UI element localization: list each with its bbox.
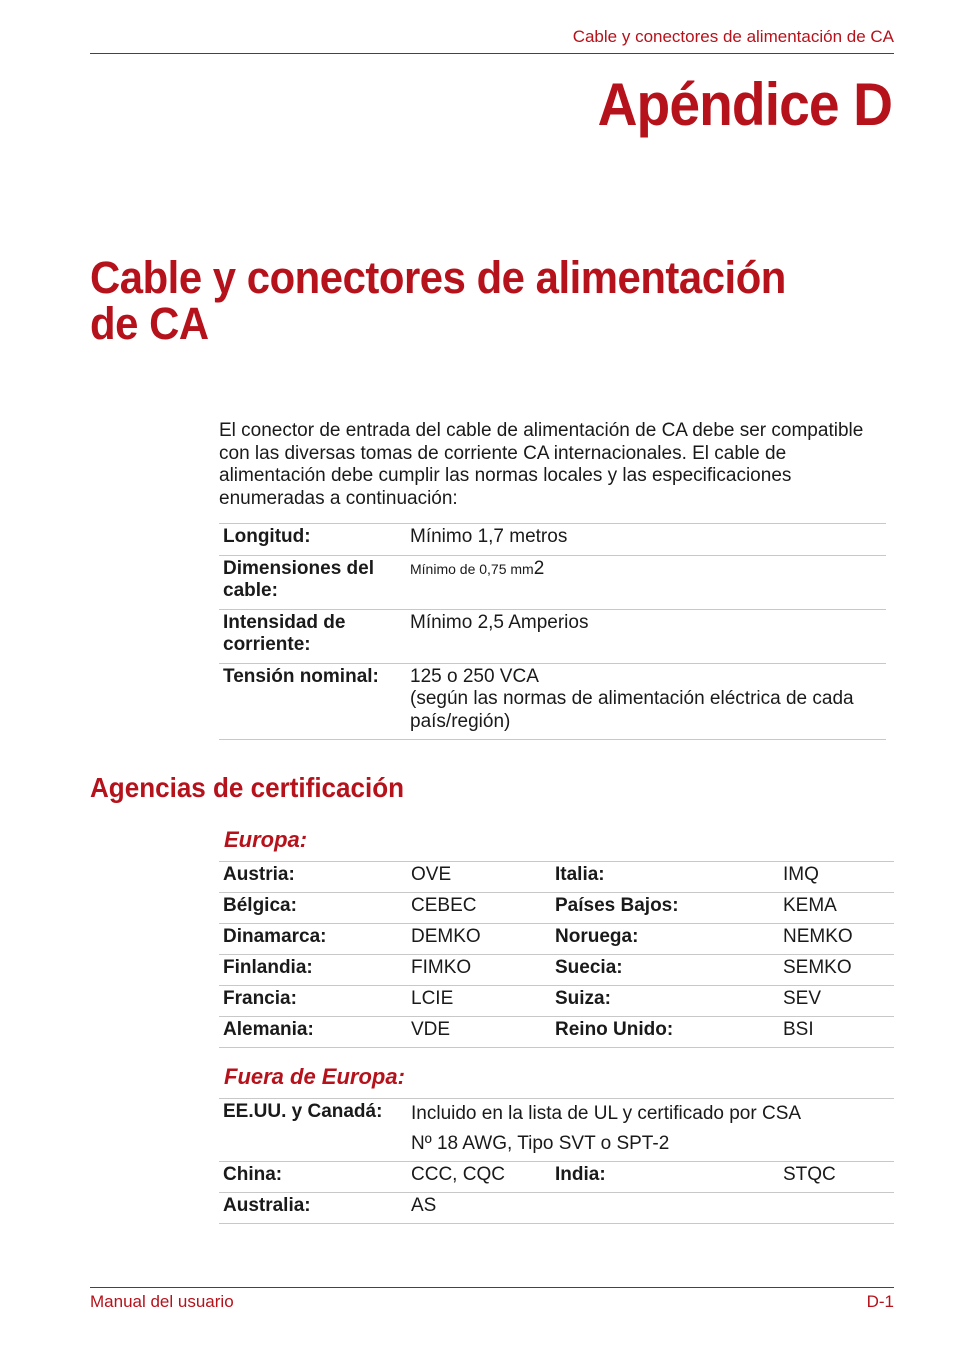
spec-value: Mínimo 1,7 metros (406, 524, 886, 556)
table-row (219, 555, 886, 609)
spec-label: Longitud: (219, 524, 406, 556)
country-label: China: (219, 1162, 407, 1193)
chapter-title: Cable y conectores de alimentación de CA (90, 252, 786, 349)
table-row (219, 924, 894, 955)
table-row (219, 1193, 894, 1224)
agency-value: LCIE (407, 986, 551, 1017)
country-label: Países Bajos: (551, 893, 779, 924)
header-rule (90, 53, 894, 54)
agency-value: FIMKO (407, 955, 551, 986)
europe-subtitle: Europa: (224, 827, 308, 852)
outside-europe-table (219, 1098, 894, 1224)
country-label: Noruega: (551, 924, 779, 955)
agency-value: CEBEC (407, 893, 551, 924)
agency-value: VDE (407, 1017, 551, 1048)
table-row (219, 609, 886, 663)
empty-cell (551, 1193, 779, 1224)
agency-value: BSI (779, 1017, 894, 1048)
table-row (219, 1162, 894, 1193)
country-label: Australia: (219, 1193, 407, 1224)
spec-value-line: (según las normas de alimentación eléctrica de cada país/región) (410, 688, 854, 732)
spec-label: Dimensiones del cable: (219, 555, 406, 609)
country-label: Italia: (551, 862, 779, 893)
agency-value-line: Nº 18 AWG, Tipo SVT o SPT-2 (411, 1133, 670, 1154)
agency-value: AS (407, 1193, 551, 1224)
table-row (219, 893, 894, 924)
country-label: Bélgica: (219, 893, 407, 924)
agency-value-line: Incluido en la lista de UL y certificado por CSA (411, 1103, 802, 1124)
spec-label: Tensión nominal: (219, 663, 406, 740)
spec-value: Mínimo 2,5 Amperios (406, 609, 886, 663)
running-header: Cable y conectores de alimentación de CA (572, 27, 894, 46)
country-label: India: (551, 1162, 779, 1193)
spec-value-line: 125 o 250 VCA (410, 665, 539, 687)
country-label: Finlandia: (219, 955, 407, 986)
spec-value-text: Mínimo de 0,75 mm (410, 560, 534, 577)
appendix-title: Apéndice D (597, 71, 892, 138)
agency-value: STQC (779, 1162, 894, 1193)
table-row (219, 1017, 894, 1048)
table-row (219, 663, 886, 740)
table-row (219, 1099, 894, 1162)
agency-value: SEMKO (779, 955, 894, 986)
agency-value: KEMA (779, 893, 894, 924)
spec-value (406, 555, 886, 609)
agency-value: OVE (407, 862, 551, 893)
agency-value: DEMKO (407, 924, 551, 955)
spec-table (219, 523, 886, 740)
agency-value: NEMKO (779, 924, 894, 955)
table-row (219, 524, 886, 556)
agency-value: SEV (779, 986, 894, 1017)
agency-value (407, 1099, 894, 1162)
table-row (219, 862, 894, 893)
country-label: Francia: (219, 986, 407, 1017)
spec-label: Intensidad de corriente: (219, 609, 406, 663)
table-row (219, 986, 894, 1017)
intro-paragraph: El conector de entrada del cable de alimentación de CA debe ser compatible con las diversas tomas de corriente CA internacionales. El cable de alimentación debe cumplir las normas locales y las especificaciones enumeradas a continuación: (219, 420, 864, 509)
country-label: Reino Unido: (551, 1017, 779, 1048)
empty-cell (779, 1193, 894, 1224)
country-label: EE.UU. y Canadá: (219, 1099, 407, 1162)
agency-value: CCC, CQC (407, 1162, 551, 1193)
country-label: Suecia: (551, 955, 779, 986)
outside-europe-subtitle: Fuera de Europa: (224, 1064, 405, 1089)
europe-table (219, 861, 894, 1048)
table-row (219, 955, 894, 986)
country-label: Austria: (219, 862, 407, 893)
country-label: Dinamarca: (219, 924, 407, 955)
agency-value: IMQ (779, 862, 894, 893)
spec-value-superscript: 2 (533, 557, 545, 579)
country-label: Suiza: (551, 986, 779, 1017)
page-number: D-1 (866, 1292, 894, 1311)
section-title: Agencias de certificación (90, 772, 405, 803)
footer-manual-title: Manual del usuario (90, 1292, 234, 1311)
footer-rule (90, 1287, 894, 1288)
country-label: Alemania: (219, 1017, 407, 1048)
spec-value (406, 663, 886, 740)
